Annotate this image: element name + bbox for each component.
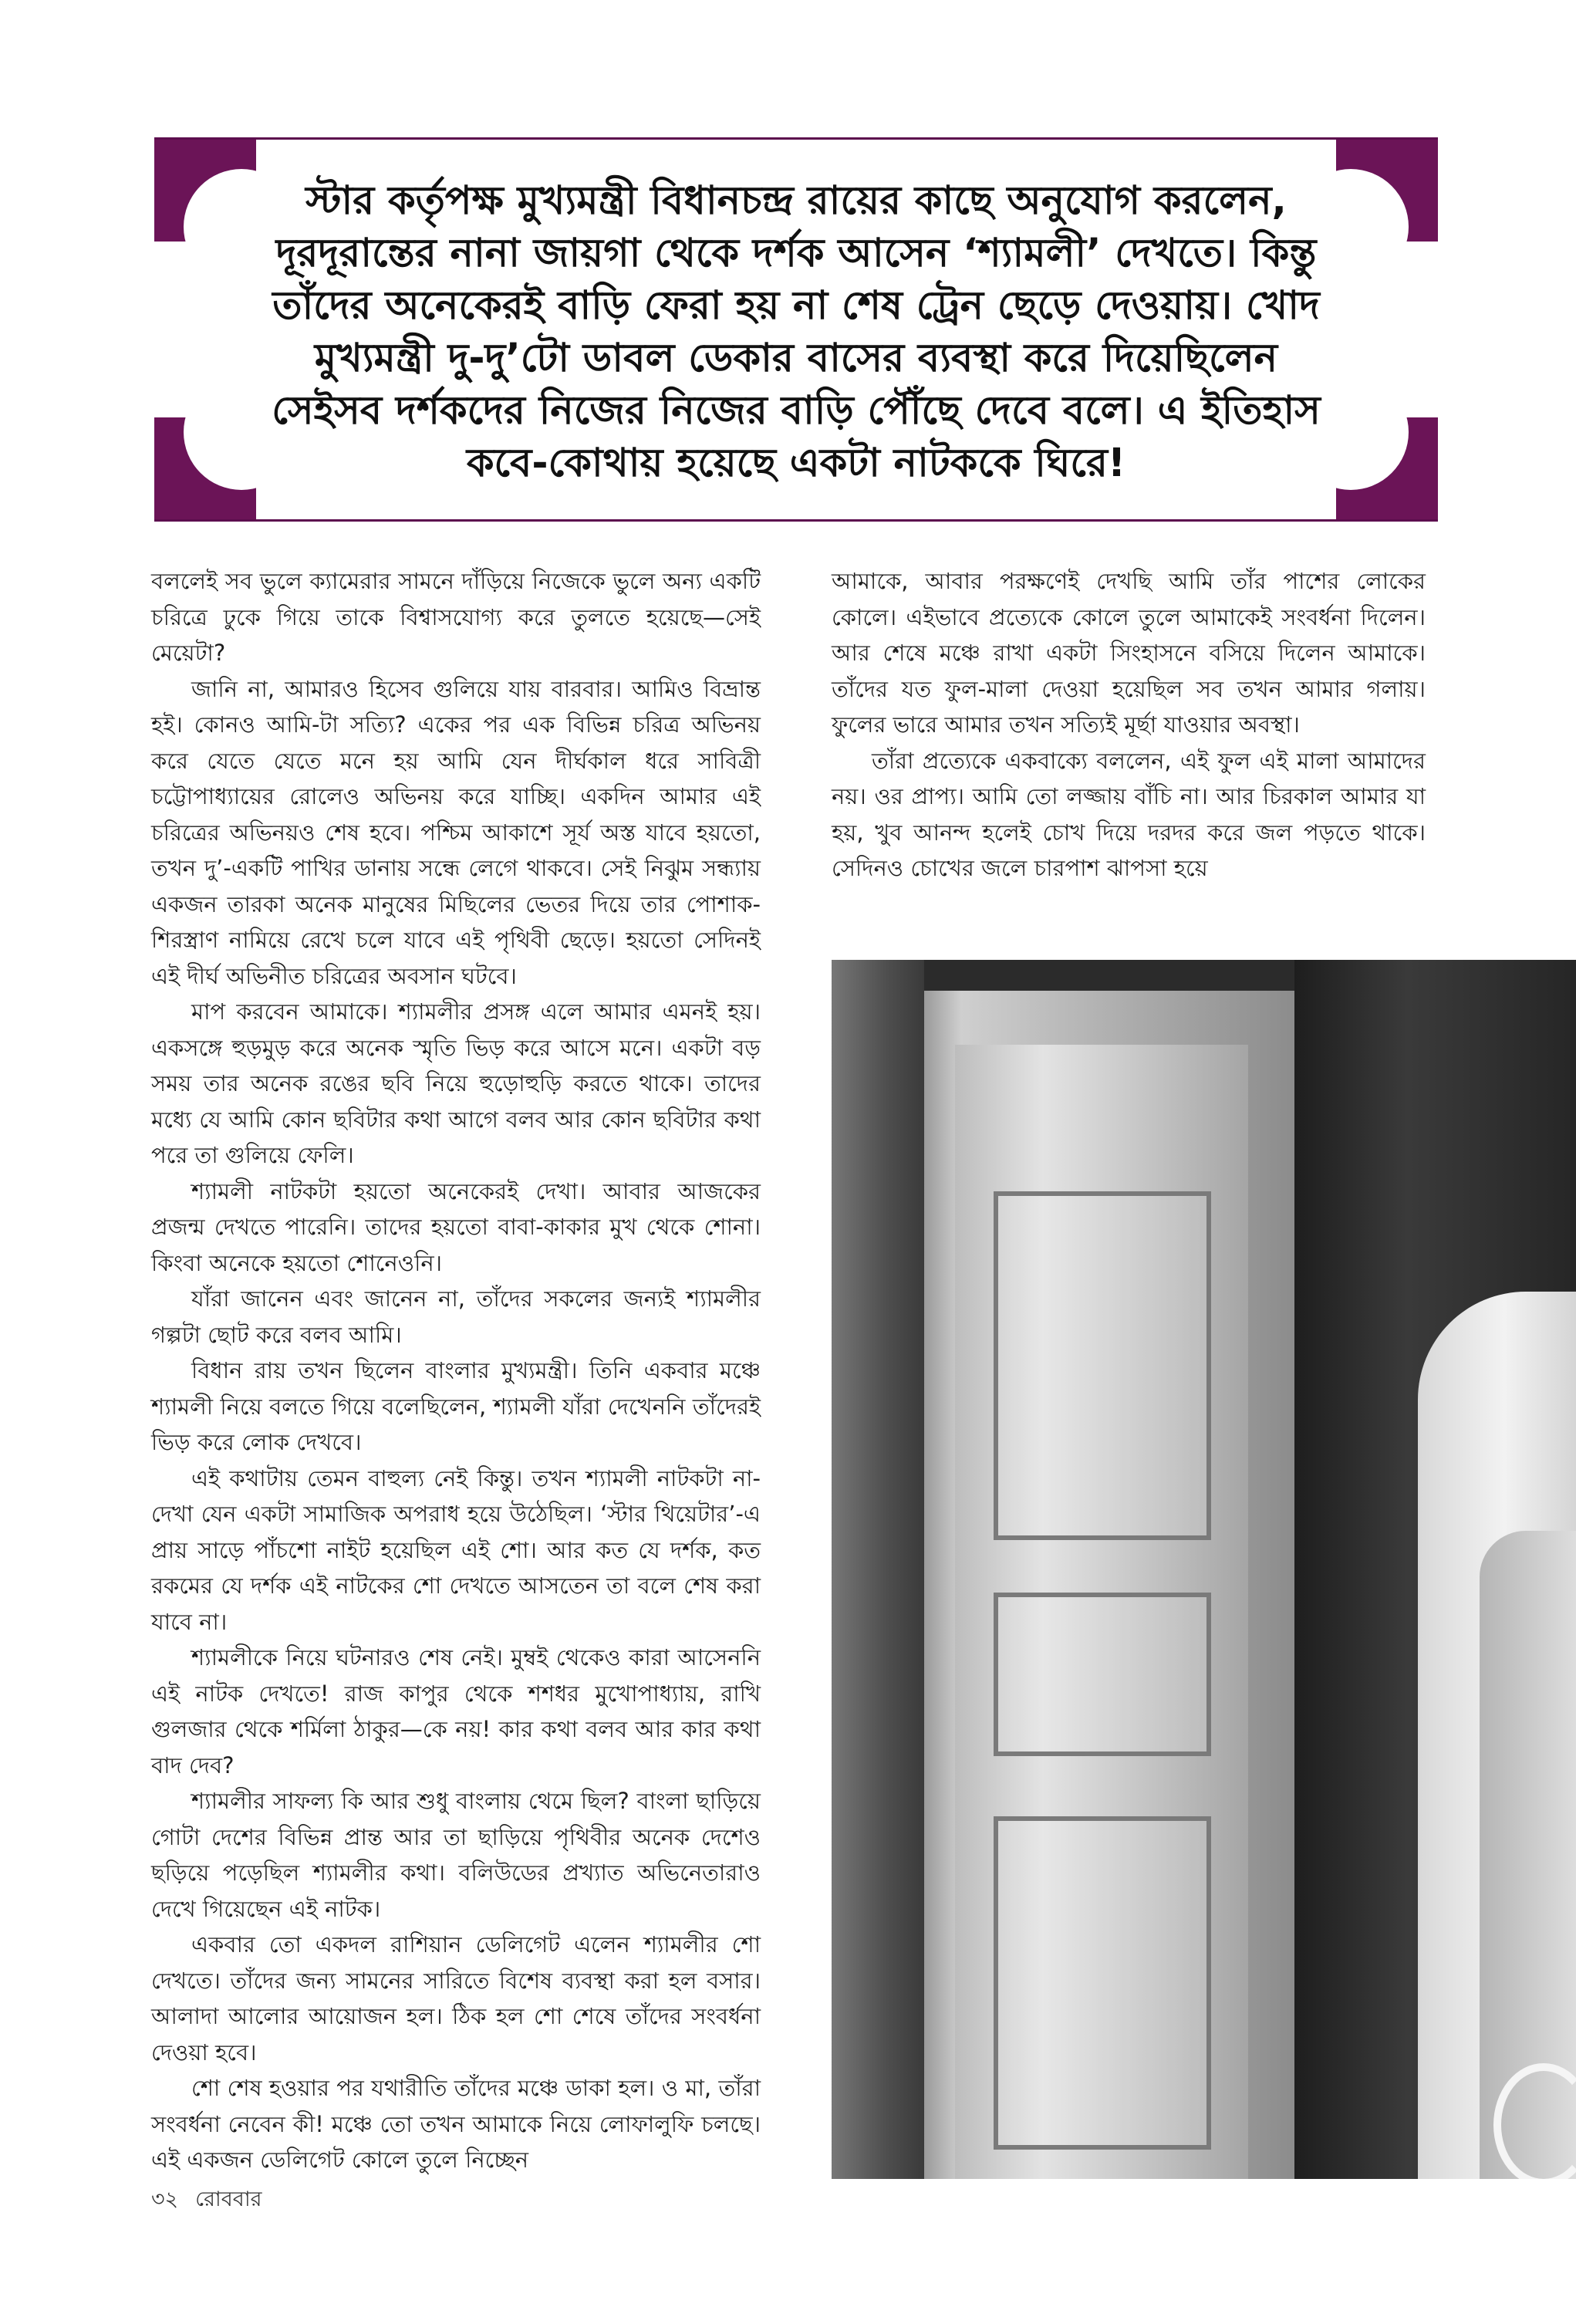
paragraph: তাঁরা প্রত্যেকে একবাক্যে বললেন, এই ফুল এই মালা আমাদের নয়। ওর প্রাপ্য। আমি তো লজ্জায় বাঁচি না। আর চিরকাল আমার যা হয়, খুব আনন্দ হলেই চোখ দিয়ে দরদর করে জল পড়তে থাকে। সেদিনও চোখের জলে চারপাশ ঝাপসা হয়ে [832,747,1426,881]
article-column-right [832,563,1426,887]
paragraph: শ্যামলীকে নিয়ে ঘটনারও শেষ নেই। মুম্বই থেকেও কারা আসেননি এই নাটক দেখতে! রাজ কাপুর থেকে শশধর মুখোপাধ্যায়, রাখি গুলজার থেকে শর্মিলা ঠাকুর—কে নয়! কার কথা বলব আর কার কথা বাদ দেব? [151,1644,761,1778]
corner-ornament [1336,140,1438,242]
pull-quote-text: স্টার কর্তৃপক্ষ মুখ্যমন্ত্রী বিধানচন্দ্র রায়ের কাছে অনুযোগ করলেন, দূরদূরান্তের নানা জায়গা থেকে দর্শক আসেন ‘শ্যামলী’ দেখতে। কিন্তু তাঁদের অনেকেরই বাড়ি ফেরা হয় না শেষ ট্রেন ছেড়ে দেওয়ায়। খোদ মুখ্যমন্ত্রী দু-দু’টো ডাবল ডেকার বাসের ব্যবস্থা করে দিয়েছিলেন সেইসব দর্শকদের নিজের নিজের বাড়ি পৌঁছে দেবে বলে। এ ইতিহাস কবে-কোথায় হয়েছে একটা নাটককে ঘিরে! [272,178,1321,486]
paragraph: যাঁরা জানেন এবং জানেন না, তাঁদের সকলের জন্যই শ্যামলীর গল্পটা ছোট করে বলব আমি। [151,1285,761,1348]
paragraph: বললেই সব ভুলে ক্যামেরার সামনে দাঁড়িয়ে নিজেকে ভুলে অন্য একটি চরিত্রে ঢুকে গিয়ে তাকে বিশ্বাসযোগ্য করে তুলতে হয়েছে—সেই মেয়েটা? [151,568,761,666]
corner-ornament [154,417,256,519]
paragraph: আমাকে, আবার পরক্ষণেই দেখছি আমি তাঁর পাশের লোকের কোলে। এইভাবে প্রত্যেকে কোলে তুলে আমাকেই সংবর্ধনা দিলেন। আর শেষে মঞ্চে রাখা একটা সিংহাসনে বসিয়ে দিলেন আমাকে। তাঁদের যত ফুল-মালা দেওয়া হয়েছিল সব তখন আমার গলায়। ফুলের ভারে আমার তখন সত্যিই মূর্ছা যাওয়ার অবস্থা। [832,568,1426,738]
corner-ornament [154,140,256,242]
paragraph: শো শেষ হওয়ার পর যথারীতি তাঁদের মঞ্চে ডাকা হল। ও মা, তাঁরা সংবর্ধনা নেবেন কী! মঞ্চে তো তখন আমাকে নিয়ে লোফালুফি চলছে। এই একজন ডেলিগেট কোলে তুলে নিচ্ছেন [151,2075,761,2173]
corner-ornament [1336,417,1438,519]
page-footer [151,2184,279,2218]
paragraph: শ্যামলীর সাফল্য কি আর শুধু বাংলায় থেমে ছিল? বাংলা ছাড়িয়ে গোটা দেশের বিভিন্ন প্রান্ত আর তা ছাড়িয়ে পৃথিবীর অনেক দেশেও ছড়িয়ে পড়েছিল শ্যামলীর কথা। বলিউডের প্রখ্যাত অভিনেতারাও দেখে গিয়েছেন এই নাটক। [151,1788,761,1922]
paragraph: মাপ করবেন আমাকে। শ্যামলীর প্রসঙ্গ এলে আমার এমনই হয়। একসঙ্গে হুড়মুড় করে অনেক স্মৃতি ভিড় করে আসে মনে। একটা বড় সময় তার অনেক রঙের ছবি নিয়ে হুড়োহুড়ি করতে থাকে। তাদের মধ্যে যে আমি কোন ছবিটার কথা আগে বলব আর কোন ছবিটার কথা পরে তা গুলিয়ে ফেলি। [151,998,761,1168]
paragraph: একবার তো একদল রাশিয়ান ডেলিগেট এলেন শ্যামলীর শো দেখতে। তাঁদের জন্য সামনের সারিতে বিশেষ ব্যবস্থা করা হল বসার। আলাদা আলোর আয়োজন হল। ঠিক হল শো শেষে তাঁদের সংবর্ধনা দেওয়া হবে। [151,1931,761,2066]
magazine-name: রোববার [195,2187,262,2211]
pull-quote [154,137,1438,522]
paragraph: শ্যামলী নাটকটা হয়তো অনেকেরই দেখা। আবার আজকের প্রজন্ম দেখতে পারেনি। তাদের হয়তো বাবা-কাকার মুখ থেকে শোনা। কিংবা অনেকে হয়তো শোনেওনি। [151,1177,761,1276]
article-column-left [151,563,761,2178]
page-number: ৩২ [151,2187,179,2211]
paragraph: জানি না, আমারও হিসেব গুলিয়ে যায় বারবার। আমিও বিভ্রান্ত হই। কোনও আমি-টা সত্যি? একের পর এক বিভিন্ন চরিত্র অভিনয় করে যেতে যেতে মনে হয় আমি যেন দীর্ঘকাল ধরে সাবিত্রী চট্টোপাধ্যায়ের রোলেও অভিনয় করে যাচ্ছি। একদিন আমার এই চরিত্রের অভিনয়ও শেষ হবে। পশ্চিম আকাশে সূর্য অস্ত যাবে হয়তো, তখন দু’-একটি পাখির ডানায় সন্ধে লেগে থাকবে। সেই নিঝুম সন্ধ্যায় একজন তারকা অনেক মানুষের মিছিলের ভেতর দিয়ে তার পোশাক-শিরস্ত্রাণ নামিয়ে রেখে চলে যাবে এই পৃথিবী ছেড়ে। হয়তো সেদিনই এই দীর্ঘ অভিনীত চরিত্রের অবসান ঘটবে। [151,675,761,989]
article-photo [832,960,1576,2179]
paragraph: এই কথাটায় তেমন বাহুল্য নেই কিন্তু। তখন শ্যামলী নাটকটা না-দেখা যেন একটা সামাজিক অপরাধ হয়ে উঠেছিল। ‘স্টার থিয়েটার’-এ প্রায় সাড়ে পাঁচশো নাইট হয়েছিল এই শো। আর কত যে দর্শক, কত রকমের যে দর্শক এই নাটকের শো দেখতে আসতেন তা বলে শেষ করা যাবে না। [151,1464,761,1635]
paragraph: বিধান রায় তখন ছিলেন বাংলার মুখ্যমন্ত্রী। তিনি একবার মঞ্চে শ্যামলী নিয়ে বলতে গিয়ে বলেছিলেন, শ্যামলী যাঁরা দেখেননি তাঁদেরই ভিড় করে লোক দেখবে। [151,1357,761,1455]
